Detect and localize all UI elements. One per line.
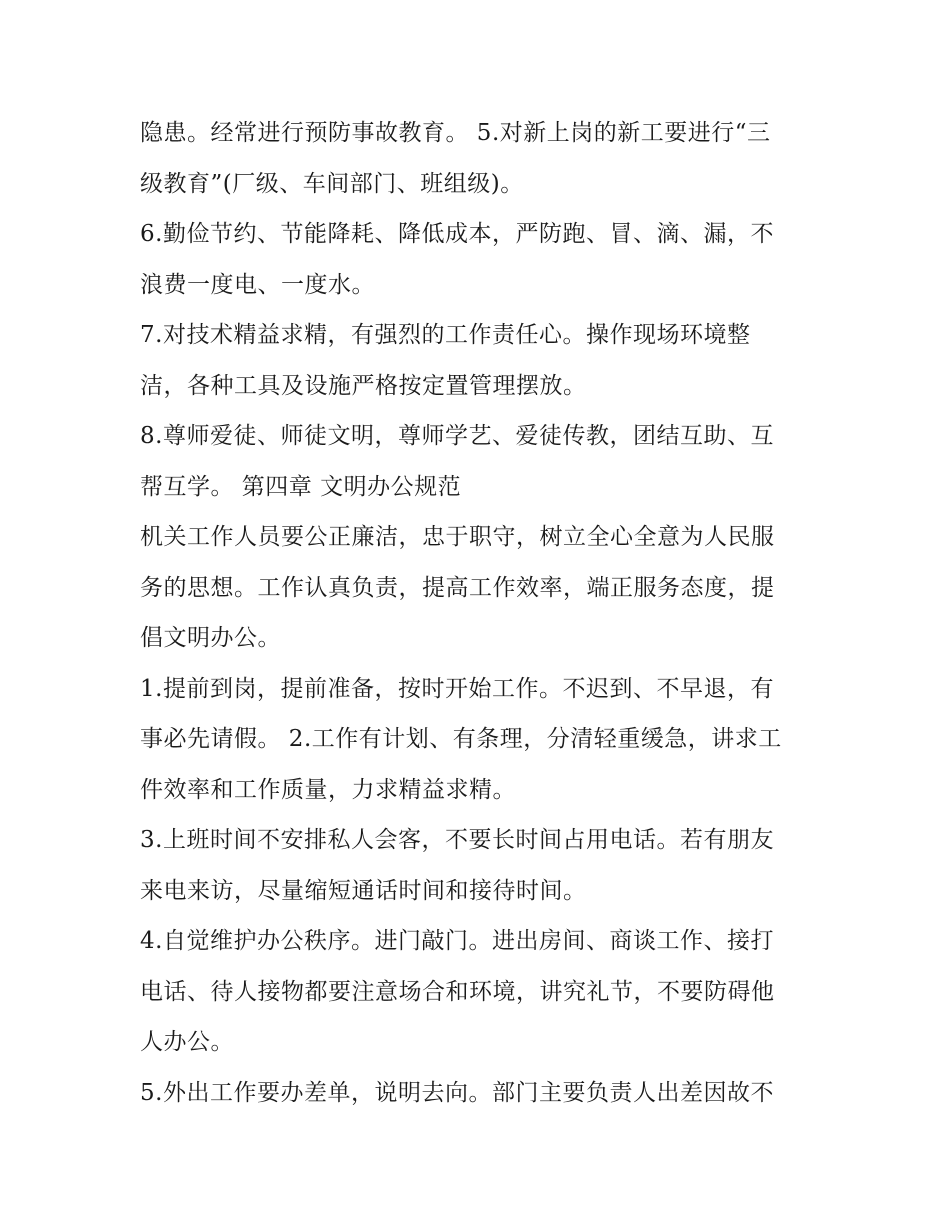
text-line: 机关工作人员要公正廉洁，忠于职守，树立全心全意为人民服 [140,524,775,550]
text-line: 倡文明办公。 [140,625,281,651]
text-line: 洁，各种工具及设施严格按定置管理摆放。 [140,372,587,399]
text-line: 务的思想。工作认真负责，提高工作效率，端正服务态度，提 [140,574,775,601]
body-text [140,108,820,1118]
text-line: 来电来访，尽量缩短通话时间和接待时间。 [140,877,587,904]
text-line: 4.自觉维护办公秩序。进门敲门。进出房间、商谈工作、接打 [140,928,774,954]
chapter-heading-line: 帮互学。 第四章 文明办公规范 [140,473,462,500]
text-line: 隐患。经常进行预防事故教育。 5.对新上岗的新工要进行“三 [140,120,771,146]
text-line: 件效率和工作质量，力求精益求精。 [140,776,516,803]
text-line: 浪费一度电、一度水。 [140,271,375,298]
text-line: 3.上班时间不安排私人会客，不要长时间占用电话。若有朋友 [140,827,774,853]
text-line: 5.外出工作要办差单，说明去向。部门主要负责人出差因故不 [140,1079,774,1106]
text-line: 人办公。 [140,1029,234,1055]
text-line: 事必先请假。 2.工作有计划、有条理，分清轻重缓急，讲求工 [140,726,782,752]
text-line: 6.勤俭节约、节能降耗、降低成本，严防跑、冒、滴、漏，不 [140,221,774,247]
text-line: 电话、待人接物都要注意场合和环境，讲究礼节，不要防碍他 [140,978,775,1005]
text-line: 级教育”(厂级、车间部门、班组级)。 [140,170,524,197]
text-line: 1.提前到岗，提前准备，按时开始工作。不迟到、不早退，有 [140,675,774,702]
text-line: 8.尊师爱徒、师徒文明，尊师学艺、爱徒传教，团结互助、互 [140,423,774,449]
text-line: 7.对技术精益求精，有强烈的工作责任心。操作现场环境整 [140,322,751,348]
